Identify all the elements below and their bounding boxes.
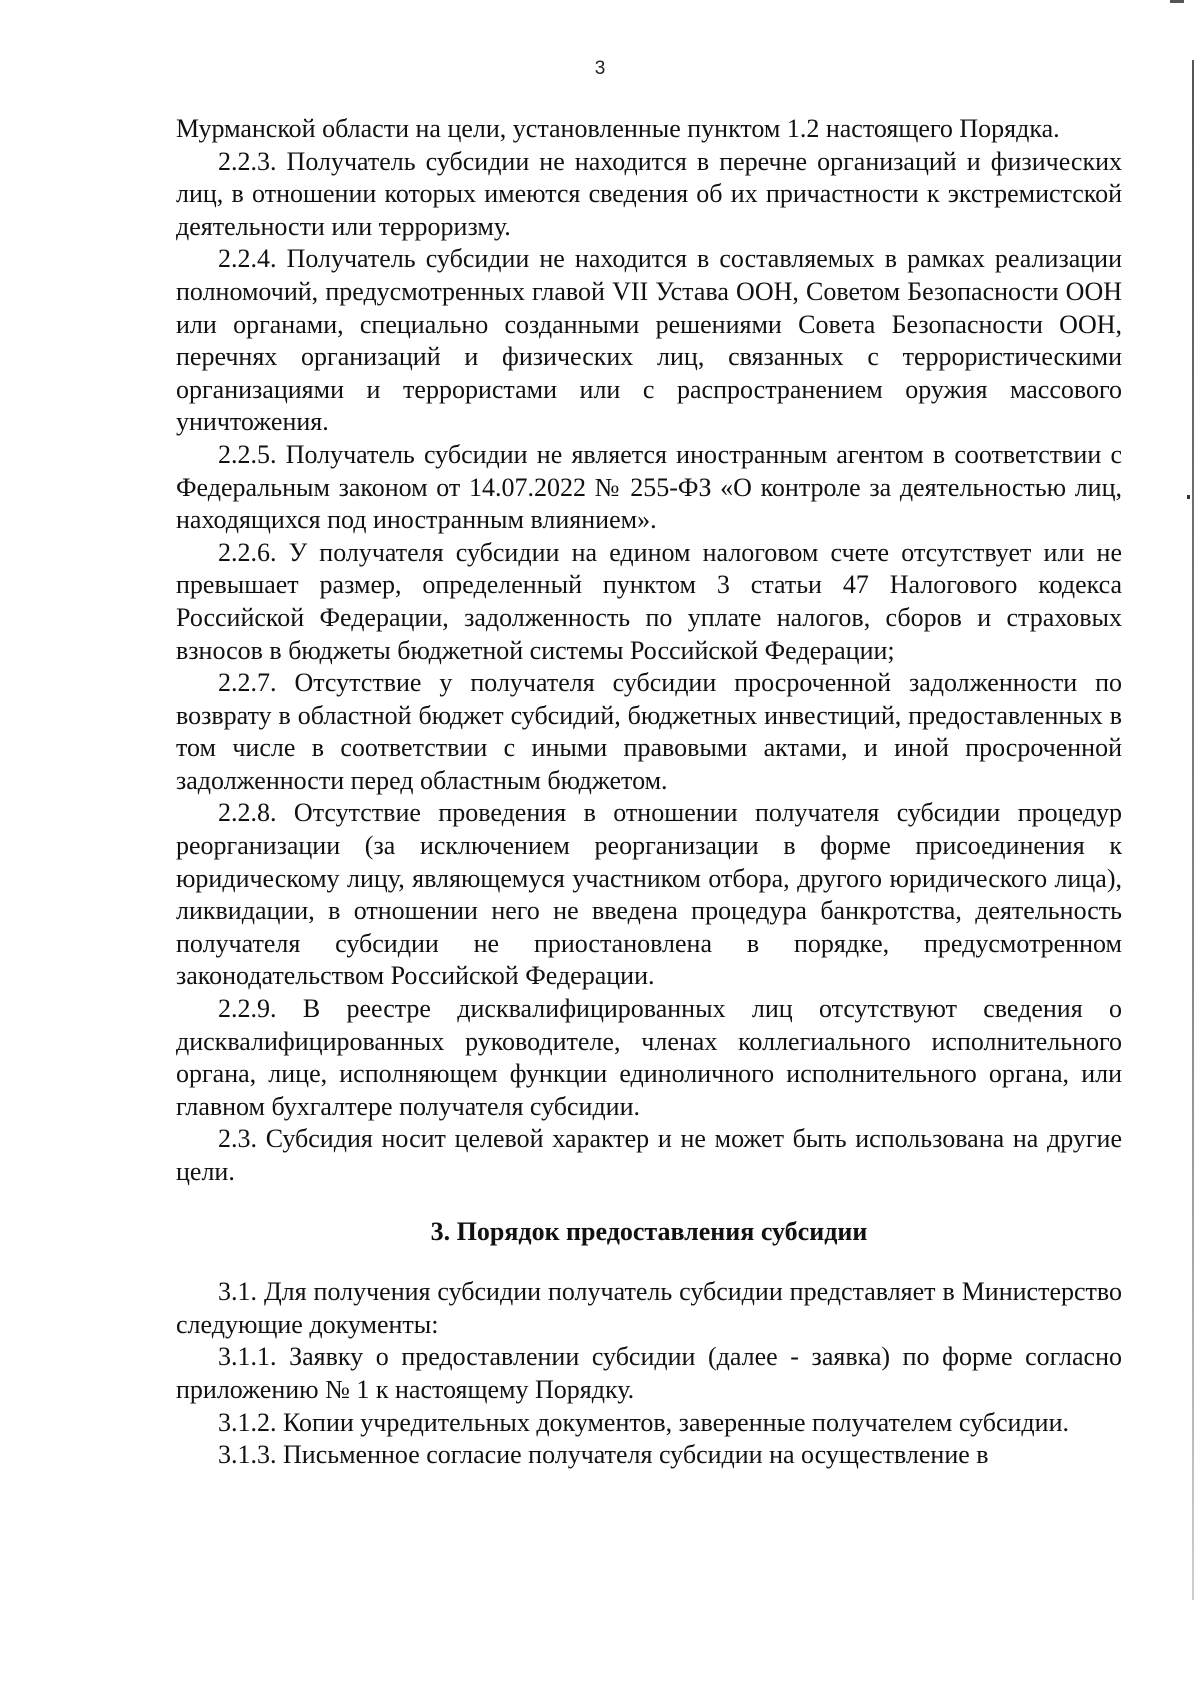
paragraph-2-3: 2.3. Субсидия носит целевой характер и не может быть использована на другие цели.: [176, 1124, 1122, 1186]
document-body: [176, 113, 1122, 1472]
paragraph-2-2-5: 2.2.5. Получатель субсидии не является иностранным агентом в соответствии с Федеральным законом от 14.07.2022 № 255-ФЗ «О контроле за деятельностью лиц, находящихся под иностранным влиянием».: [176, 439, 1122, 535]
paragraph-3-1-2: 3.1.2. Копии учредительных документов, заверенные получателем субсидии.: [218, 1407, 1069, 1437]
paragraph-2-2-8: 2.2.8. Отсутствие проведения в отношении получателя субсидии процедур реорганизации (за исключением реорганизации в форме присоединения к юридическому лицу, являющемуся участником отбора, другого юридического лица), ликвидации, в отношении него не введена процедура банкротства, деятельность получателя субсидии не приостановлена в порядке, предусмотренном законодательством Российской Федерации.: [176, 798, 1122, 991]
paragraph-continuation: Мурманской области на цели, установленные пунктом 1.2 настоящего Порядка.: [176, 114, 1060, 143]
scan-artifact-edge: [1192, 60, 1194, 1600]
paragraph-2-2-3: 2.2.3. Получатель субсидии не находится в перечне организаций и физических лиц, в отношении которых имеются сведения об их причастности к экстремистской деятельности или терроризму.: [176, 146, 1122, 241]
paragraph-3-1: 3.1. Для получения субсидии получатель субсидии представляет в Министерство следующие документы:: [176, 1277, 1122, 1339]
scan-artifact-dash: [1170, 0, 1184, 3]
section-heading: 3. Порядок предоставления субсидии: [430, 1216, 868, 1246]
paragraph-3-1-3: 3.1.3. Письменное согласие получателя субсидии на осуществление в: [218, 1440, 989, 1470]
paragraph-3-1-1: 3.1.1. Заявку о предоставлении субсидии (далее - заявка) по форме согласно приложению № 1 к настоящему Порядку.: [176, 1342, 1122, 1404]
paragraph-2-2-4: 2.2.4. Получатель субсидии не находится в составляемых в рамках реализации полномочий, предусмотренных главой VII Устава ООН, Советом Безопасности ООН или органами, специально созданными решениями Совета Безопасности ООН, перечнях организаций и физических лиц, связанных с террористическими организациями и террористами или с распространением оружия массового уничтожения.: [176, 244, 1122, 437]
page-number: 3: [594, 58, 606, 79]
scan-artifact-dot: [1187, 495, 1190, 499]
paragraph-2-2-6: 2.2.6. У получателя субсидии на едином налоговом счете отсутствует или не превышает размер, определенный пунктом 3 статьи 47 Налогового кодекса Российской Федерации, задолженность по уплате налогов, сборов и страховых взносов в бюджеты бюджетной системы Российской Федерации;: [176, 537, 1122, 665]
paragraph-2-2-7: 2.2.7. Отсутствие у получателя субсидии просроченной задолженности по возврату в областной бюджет субсидий, бюджетных инвестиций, предоставленных в том числе в соответствии с иными правовыми актами, и иной просроченной задолженности перед областным бюджетом.: [176, 668, 1122, 795]
paragraph-2-2-9: 2.2.9. В реестре дисквалифицированных лиц отсутствуют сведения о дисквалифицированных руководителе, членах коллегиального исполнительного органа, лице, исполняющем функции единоличного исполнительного органа, или главном бухгалтере получателя субсидии.: [176, 994, 1122, 1121]
